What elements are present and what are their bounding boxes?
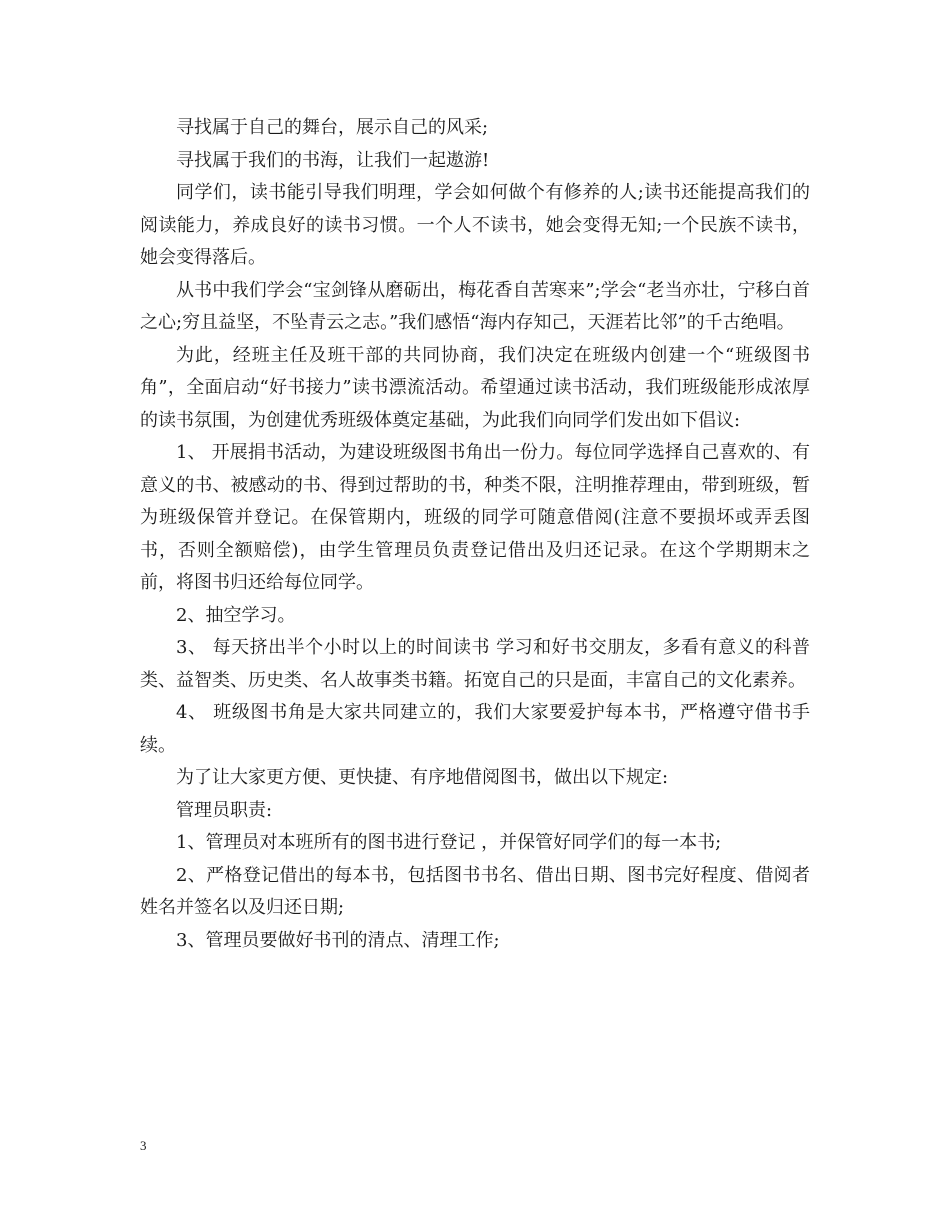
paragraph-2: 寻找属于我们的书海，让我们一起遨游!	[176, 149, 490, 171]
proposal-item-2: 2、抽空学习。	[176, 604, 296, 626]
document-body	[140, 112, 810, 957]
paragraph-3: 同学们，读书能引导我们明理，学会如何做个有修养的人;读书还能提高我们的阅读能力，养成良好的读书习惯。一个人不读书，她会变得无知;一个民族不读书，她会变得落后。	[140, 182, 810, 268]
duty-item-1: 1、管理员对本班所有的图书进行登记 ，并保管好同学们的每一本书;	[176, 832, 722, 853]
page-number: 3	[140, 1138, 147, 1153]
paragraph-1: 寻找属于自己的舞台，展示自己的风采;	[176, 117, 489, 138]
proposal-item-3: 3、 每天挤出半个小时以上的时间读书 学习和好书交朋友，多看有意义的科普类、益智类、历史类、名人故事类书籍。拓宽自己的只是面，丰富自己的文化素养。	[140, 637, 810, 691]
duty-item-3: 3、管理员要做好书刊的清点、清理工作;	[176, 929, 500, 951]
paragraph-4: 从书中我们学会“宝剑锋从磨砺出，梅花香自苦寒来”;学会“老当亦壮，宁移白首之心;穷且益坚，不坠青云之志。”我们感悟“海内存知己，天涯若比邻”的千古绝唱。	[140, 279, 810, 333]
proposal-item-1: 1、 开展捐书活动，为建设班级图书角出一份力。每位同学选择自己喜欢的、有意义的书、被感动的书、得到过帮助的书，种类不限，注明推荐理由，带到班级，暂为班级保管并登记。在保管期内，班级的同学可随意借阅(注意不要损坏或弄丢图书，否则全额赔偿)，由学生管理员负责登记借出及归还记录。在这个学期期末之前，将图书归还给每位同学。	[140, 442, 810, 593]
section-heading-admin-duties: 管理员职责:	[176, 799, 273, 821]
rules-intro: 为了让大家更方便、更快捷、有序地借阅图书，做出以下规定:	[176, 767, 669, 788]
paragraph-5: 为此，经班主任及班干部的共同协商，我们决定在班级内创建一个“班级图书角”，全面启动“好书接力”读书漂流活动。希望通过读书活动，我们班级能形成浓厚的读书氛围，为创建优秀班级体奠定基础，为此我们向同学们发出如下倡议:	[140, 344, 810, 431]
proposal-item-4: 4、 班级图书角是大家共同建立的，我们大家要爱护每本书，严格遵守借书手续。	[140, 702, 810, 756]
duty-item-2: 2、严格登记借出的每本书，包括图书书名、借出日期、图书完好程度、借阅者姓名并签名以及归还日期;	[140, 864, 810, 918]
